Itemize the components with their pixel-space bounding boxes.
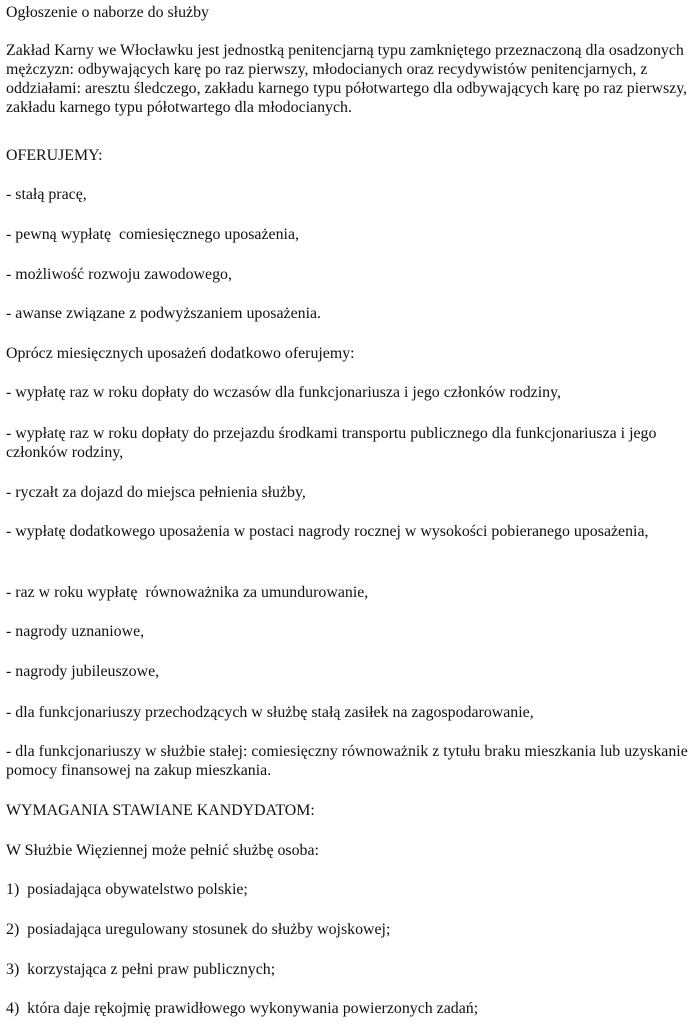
additional-offer-item: - dla funkcjonariuszy przechodzących w służbę stałą zasiłek na zagospodarowanie, <box>6 704 534 721</box>
requirement-item: 4) która daje rękojmię prawidłowego wykonywania powierzonych zadań; <box>6 1000 479 1017</box>
additional-offer-item: - wypłatę dodatkowego uposażenia w postaci nagrody rocznej w wysokości pobieranego uposażenia, <box>6 523 649 540</box>
offer-item: - możliwość rozwoju zawodowego, <box>6 266 232 283</box>
requirement-item: 1) posiadająca obywatelstwo polskie; <box>6 881 248 898</box>
additional-offer-item: - nagrody jubileuszowe, <box>6 663 160 680</box>
additional-offer-item: - ryczałt za dojazd do miejsca pełnienia służby, <box>6 484 306 501</box>
requirements-intro: W Służbie Więziennej może pełnić służbę osoba: <box>6 842 319 859</box>
additional-offer-item: - raz w roku wypłatę równoważnika za umundurowanie, <box>6 584 369 601</box>
additional-offer-item: - nagrody uznaniowe, <box>6 623 145 640</box>
additional-offer-item: - dla funkcjonariuszy w służbie stałej: comiesięczny równoważnik z tytułu braku mieszkania lub uzyskanie pomocy finansowej na zakup mieszkania. <box>6 743 692 779</box>
requirement-item: 2) posiadająca uregulowany stosunek do służby wojskowej; <box>6 921 391 938</box>
intro-paragraph: Zakład Karny we Włocławku jest jednostką penitencjarną typu zamkniętego przeznaczoną dla osadzonych mężczyzn: odbywających karę po raz pierwszy, młodocianych oraz recydywistów penitencjarnych, z oddziałami: aresztu śledczego, zakładu karnego typu półotwartego dla odbywających karę po raz pierwszy, zakładu karnego typu półotwartego dla młodocianych. <box>6 42 692 116</box>
additional-offer-item: - wypłatę raz w roku dopłaty do przejazdu środkami transportu publicznego dla funkcjonariusza i jego członków rodziny, <box>6 425 661 461</box>
requirement-item: 3) korzystająca z pełni praw publicznych; <box>6 961 276 978</box>
offer-item: - awanse związane z podwyższaniem uposażenia. <box>6 305 322 322</box>
document-title: Ogłoszenie o naborze do służby <box>6 4 209 21</box>
offer-heading: OFERUJEMY: <box>6 147 103 164</box>
offer-item: - pewną wypłatę comiesięcznego uposażenia, <box>6 226 299 243</box>
additional-offer-item: - wypłatę raz w roku dopłaty do wczasów dla funkcjonariusza i jego członków rodziny, <box>6 384 561 401</box>
additional-offer-heading: Oprócz miesięcznych uposażeń dodatkowo oferujemy: <box>6 345 355 362</box>
offer-item: - stałą pracę, <box>6 186 87 203</box>
requirements-heading: WYMAGANIA STAWIANE KANDYDATOM: <box>6 802 315 819</box>
